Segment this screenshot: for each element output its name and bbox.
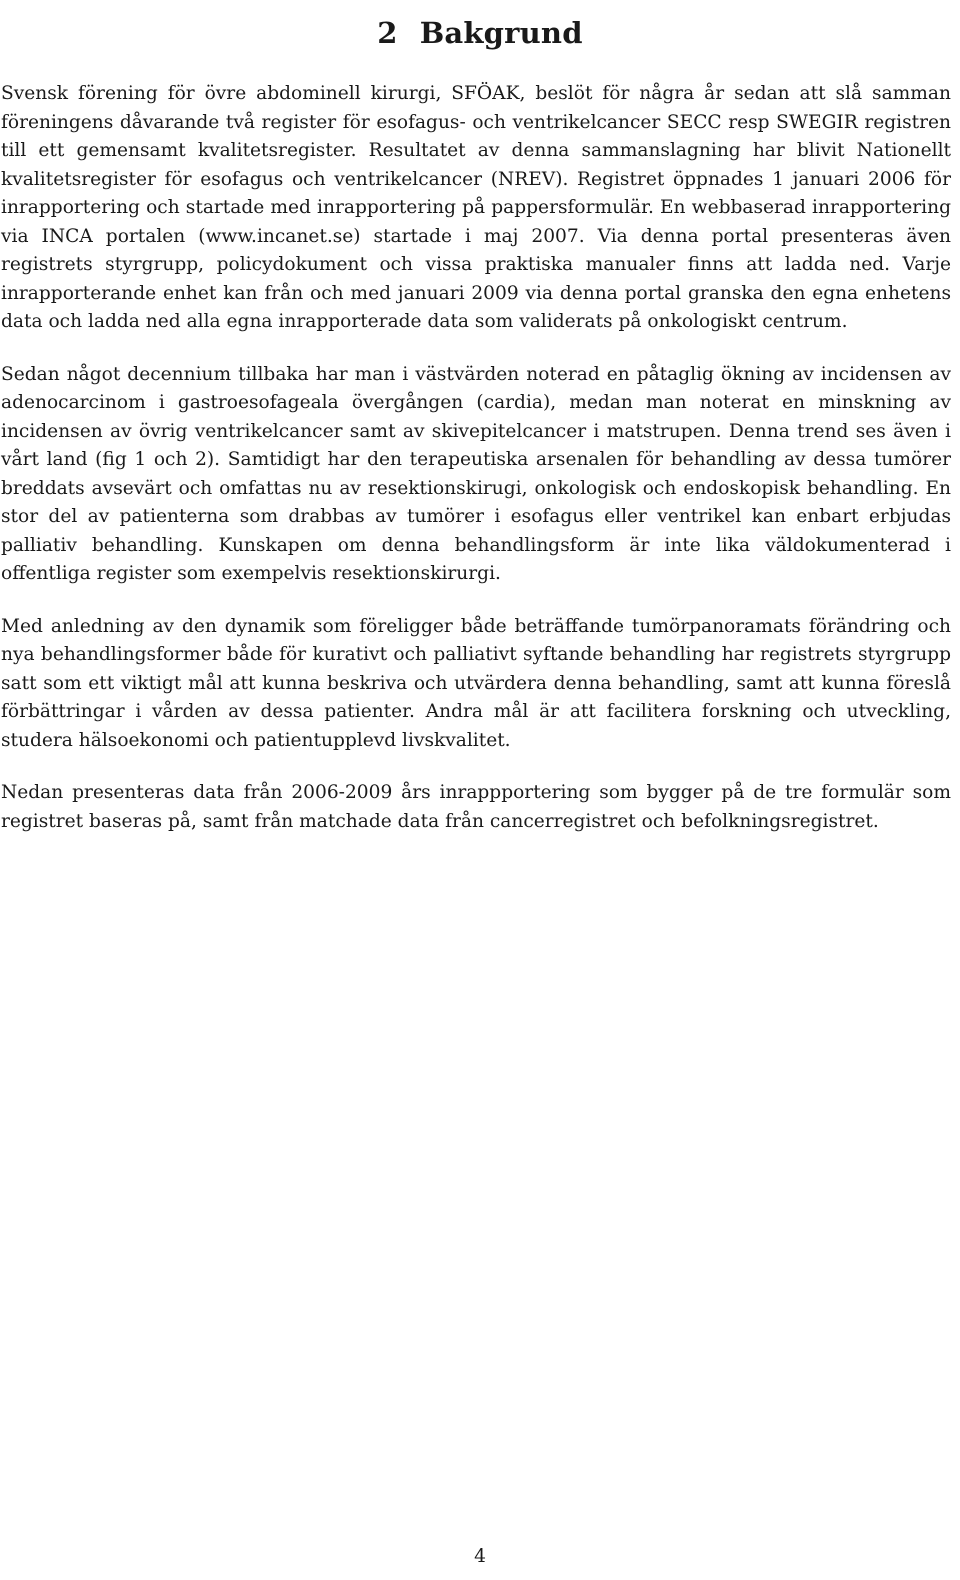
paragraph-1: Svensk förening för övre abdominell kirurgi, SFÖAK, beslöt för några år sedan att slå samman föreningens dåvarande två register för esofagus- och ventrikelcancer SECC resp SWEGIR registren till ett gemensamt kvalitetsregister. Resultatet av denna sammanslagning har blivit Nationellt kvalitetsregister för esofagus och ventrikelcancer (NREV). Registret öppnades 1 januari 2006 för inrapportering och startade med inrapportering på pappersformulär. En webbaserad inrapportering via INCA portalen (www.incanet.se) startade i maj 2007. Via denna portal presenteras även registrets styrgrupp, policydokument och vissa praktiska manualer finns att ladda ned. Varje inrapporterande enhet kan från och med januari 2009 via denna portal granska den egna enhetens data och ladda ned alla egna inrapporterade data som validerats på onkologiskt centrum.	[1, 83, 951, 332]
page-number: 4	[474, 1546, 486, 1567]
section-title: Bakgrund	[419, 16, 583, 51]
body-text	[1, 80, 951, 860]
section-number: 2	[377, 16, 398, 51]
section-heading	[0, 13, 960, 53]
paragraph-4: Nedan presenteras data från 2006-2009 års inrappportering som bygger på de tre formulär som registret baseras på, samt från matchade data från cancerregistret och befolkningsregistret.	[1, 782, 951, 832]
paragraph-2: Sedan något decennium tillbaka har man i västvärden noterad en påtaglig ökning av incidensen av adenocarcinom i gastroesofageala övergången (cardia), medan man noterat en minskning av incidensen av övrig ventrikelcancer samt av skivepitelcancer i matstrupen. Denna trend ses även i vårt land (fig 1 och 2). Samtidigt har den terapeutiska arsenalen för behandling av dessa tumörer breddats avsevärt och omfattas nu av resektionskirugi, onkologisk och endoskopisk behandling. En stor del av patienterna som drabbas av tumörer i esofagus eller ventrikel kan enbart erbjudas palliativ behandling. Kunskapen om denna behandlingsform är inte lika väldokumenterad i offentliga register som exempelvis resektionskirurgi.	[1, 363, 951, 584]
paragraph-3: Med anledning av den dynamik som föreligger både beträffande tumörpanoramats förändring och nya behandlingsformer både för kurativt och palliativt syftande behandling har registrets styrgrupp satt som ett viktigt mål att kunna beskriva och utvärdera denna behandling, samt att kunna föreslå förbättringar i vården av dessa patienter. Andra mål är att facilitera forskning och utveckling, studera hälsoekonomi och patientupplevd livskvalitet.	[1, 615, 951, 751]
